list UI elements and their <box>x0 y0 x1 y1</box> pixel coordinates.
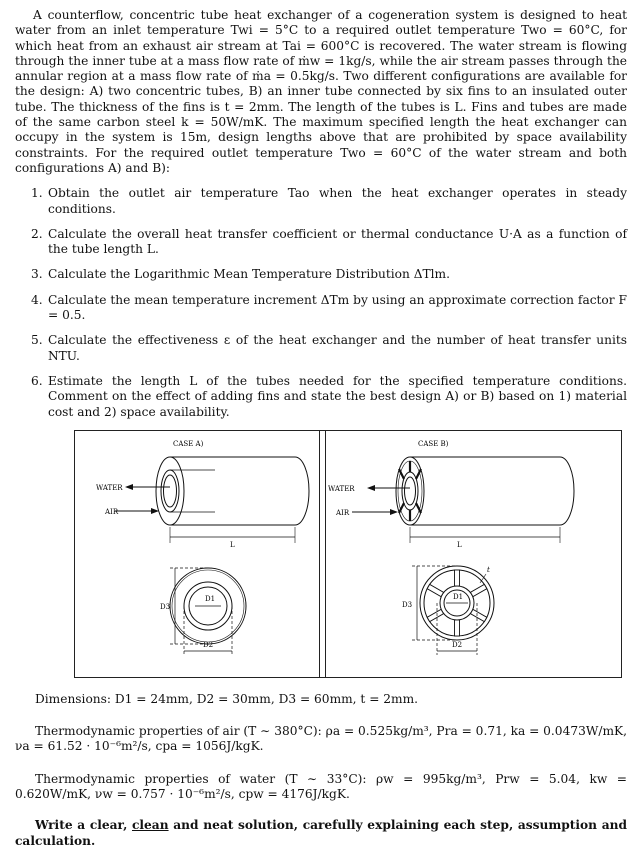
task-item <box>31 333 627 364</box>
case-b-water-label: WATER <box>328 484 355 493</box>
problem-intro: A counterflow, concentric tube heat exchanger of a cogeneration system is designed to heat water from an inlet temperature Twi = 5°C to a required outlet temperature Two = 60°C, for which heat from an exhaust air stream at Tai = 600°C is recovered. The water stream is flowing through the inner tube at a mass flow rate of ṁw = 1kg/s, while the air stream passes through the annular region at a mass flow rate of ṁa = 0.5kg/s. Two different configurations are available for the design: A) two concentric tubes, B) an inner tube connected by six fins to an insulated outer tube. The thickness of the fins is t = 2mm. The length of the tubes is L. Fins and tubes are made of the same carbon steel k = 50W/mK. The maximum specified length the heat exchanger can occupy in the system is 15m, design lengths above that are prohibited by space availability constraints. For the required outlet temperature Two = 60°C of the water stream and both configurations A) and B): <box>15 8 627 175</box>
figures-row <box>15 430 627 678</box>
outer-tube-body <box>410 457 574 525</box>
case-a-d2-label: D2 <box>203 640 214 649</box>
water-arrow-icon <box>367 485 375 491</box>
task-item <box>31 292 627 324</box>
dimensions-text: Dimensions: D1 = 24mm, D2 = 30mm, D3 = 60mm, t = 2mm. <box>35 691 419 706</box>
problem-page <box>15 8 627 849</box>
task-number: 2. <box>31 226 43 241</box>
task-number: 6. <box>31 373 43 388</box>
task-item <box>31 226 627 258</box>
figure-case-a <box>74 430 326 678</box>
fin-section <box>455 570 460 586</box>
case-b-diagram <box>320 431 621 677</box>
outer-tube-body <box>170 457 309 525</box>
task-text: Calculate the Logarithmic Mean Temperature Distribution ΔTlm. <box>48 267 450 282</box>
instruction-before: Write a clear, <box>35 818 132 833</box>
case-b-d1-label: D1 <box>453 592 464 601</box>
case-a-diagram <box>75 431 325 677</box>
task-number: 1. <box>31 186 43 201</box>
inner-tube-inner-wall <box>405 477 416 505</box>
water-arrow-icon <box>125 484 133 490</box>
task-number: 4. <box>31 292 43 307</box>
case-a-length-label: L <box>230 540 235 549</box>
water-properties: Thermodynamic properties of water (T ∼ 33°C): ρw = 995kg/m³, Prw = 5.04, kw = 0.620W/mK, νw = 0.757 · 10⁻⁶m²/s, cpw = 4176J/kgK. <box>15 771 627 802</box>
case-b-title: CASE B) <box>418 439 449 448</box>
instruction-underlined: clean <box>132 818 169 833</box>
case-b-t-label: t <box>487 565 490 574</box>
inner-tube-inner-wall <box>164 475 177 507</box>
task-text: Calculate the effectiveness ε of the heat exchanger and the number of heat transfer units NTU. <box>48 333 627 363</box>
fin-section <box>455 620 460 636</box>
air-arrow-icon <box>390 509 398 515</box>
task-text: Calculate the mean temperature increment ΔTm by using an approximate correction factor F = 0.5. <box>48 292 627 323</box>
task-text: Calculate the overall heat transfer coefficient or thermal conductance U·A as a function of the tube length L. <box>48 226 627 257</box>
air-properties: Thermodynamic properties of air (T ∼ 380°C): ρa = 0.525kg/m³, Pra = 0.71, ka = 0.0473W/mK, νa = 61.52 · 10⁻⁶m²/s, cpa = 1056J/kgK. <box>15 724 627 754</box>
task-item <box>31 186 627 217</box>
case-b-d3-label: D3 <box>402 600 413 609</box>
case-b-d2-label: D2 <box>452 640 463 649</box>
case-a-water-label: WATER <box>96 483 123 492</box>
instruction-after: and neat solution, carefully explaining each step, assumption and calculation. <box>15 818 627 848</box>
task-list <box>15 186 627 420</box>
task-number: 5. <box>31 333 43 348</box>
task-text: Obtain the outlet air temperature Tao when the heat exchanger operates in steady conditions. <box>48 186 627 216</box>
task-number: 3. <box>31 267 43 282</box>
case-a-d3-label: D3 <box>160 602 171 611</box>
case-a-air-label: AIR <box>105 507 119 516</box>
figure-case-b <box>319 430 622 678</box>
task-item <box>31 373 627 420</box>
case-b-air-label: AIR <box>336 508 350 517</box>
case-a-d1-label: D1 <box>205 594 216 603</box>
instruction <box>15 818 627 849</box>
case-b-length-label: L <box>457 540 462 549</box>
case-a-title: CASE A) <box>173 439 204 448</box>
task-text: Estimate the length L of the tubes needed for the specified temperature conditions. Comment on the effect of adding fins and state the best design A) or B) based on 1) material cost and 2) space availability. <box>48 373 627 419</box>
task-item <box>31 267 627 282</box>
